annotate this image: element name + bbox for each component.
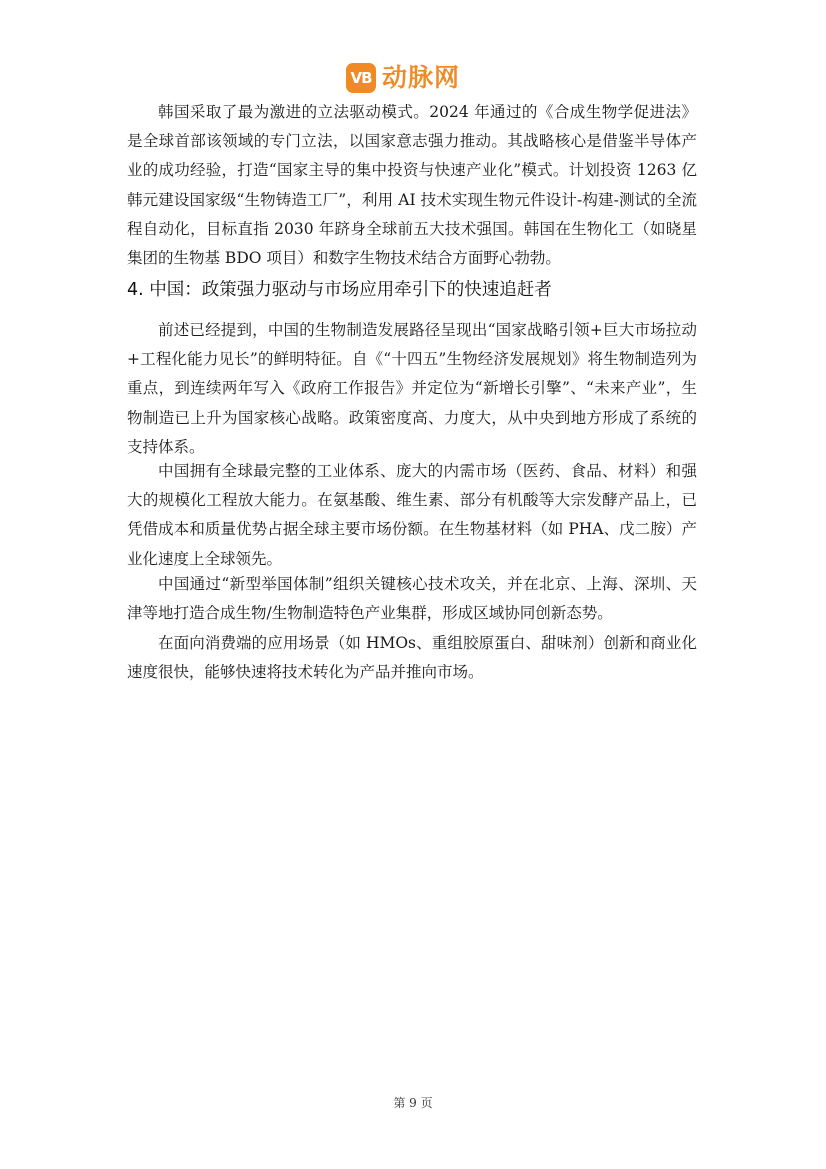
paragraph-china-consumer: 在面向消费端的应用场景（如 HMOs、重组胶原蛋白、甜味剂）创新和商业化速度很快，能够快速将技术转化为产品并推向市场。 bbox=[127, 634, 697, 682]
paragraph-korea: 韩国采取了最为激进的立法驱动模式。2024 年通过的《合成生物学促进法》是全球首部该领域的专门立法，以国家意志强力推动。其战略核心是借鉴半导体产业的成功经验，打造“国家主导的集中投资与快速产业化”模式。计划投资 1263 亿韩元建设国家级“生物铸造工厂”，利用 AI 技术实现生物元件设计-构建-测试的全流程自动化，目标直指 2030 年跻身全球前五大技术强国。韩国在生物化工（如晓星集团的生物基 BDO 项目）和数字生物技术结合方面野心勃勃。 bbox=[127, 103, 697, 268]
paragraph-block-china-intro bbox=[127, 316, 697, 462]
paragraph-china-industry: 中国拥有全球最完整的工业体系、庞大的内需市场（医药、食品、材料）和强大的规模化工程放大能力。在氨基酸、维生素、部分有机酸等大宗发酵产品上，已凭借成本和质量优势占据全球主要市场份额。在生物基材料（如 PHA、戊二胺）产业化速度上全球领先。 bbox=[127, 462, 697, 568]
paragraph-china-clusters: 中国通过“新型举国体制”组织关键核心技术攻关，并在北京、上海、深圳、天津等地打造合成生物/生物制造特色产业集群，形成区域协同创新态势。 bbox=[127, 575, 697, 623]
paragraph-block-china-consumer bbox=[127, 629, 697, 687]
logo-mark-icon: VB bbox=[346, 63, 376, 93]
brand-logo bbox=[346, 60, 460, 96]
paragraph-block-china-industry bbox=[127, 457, 697, 574]
page-number: 第 9 页 bbox=[393, 1096, 433, 1110]
logo-text: 动脉网 bbox=[382, 63, 461, 92]
paragraph-block-china-clusters bbox=[127, 570, 697, 628]
paragraph-block-korea bbox=[127, 98, 697, 273]
paragraph-china-intro: 前述已经提到，中国的生物制造发展路径呈现出“国家战略引领+巨大市场拉动+工程化能力见长”的鲜明特征。自《“十四五”生物经济发展规划》将生物制造列为重点，到连续两年写入《政府工作报告》并定位为“新增长引擎”、“未来产业”，生物制造已上升为国家核心战略。政策密度高、力度大，从中央到地方形成了系统的支持体系。 bbox=[127, 321, 697, 456]
section-heading: 4. 中国：政策强力驱动与市场应用牵引下的快速追赶者 bbox=[127, 280, 552, 300]
